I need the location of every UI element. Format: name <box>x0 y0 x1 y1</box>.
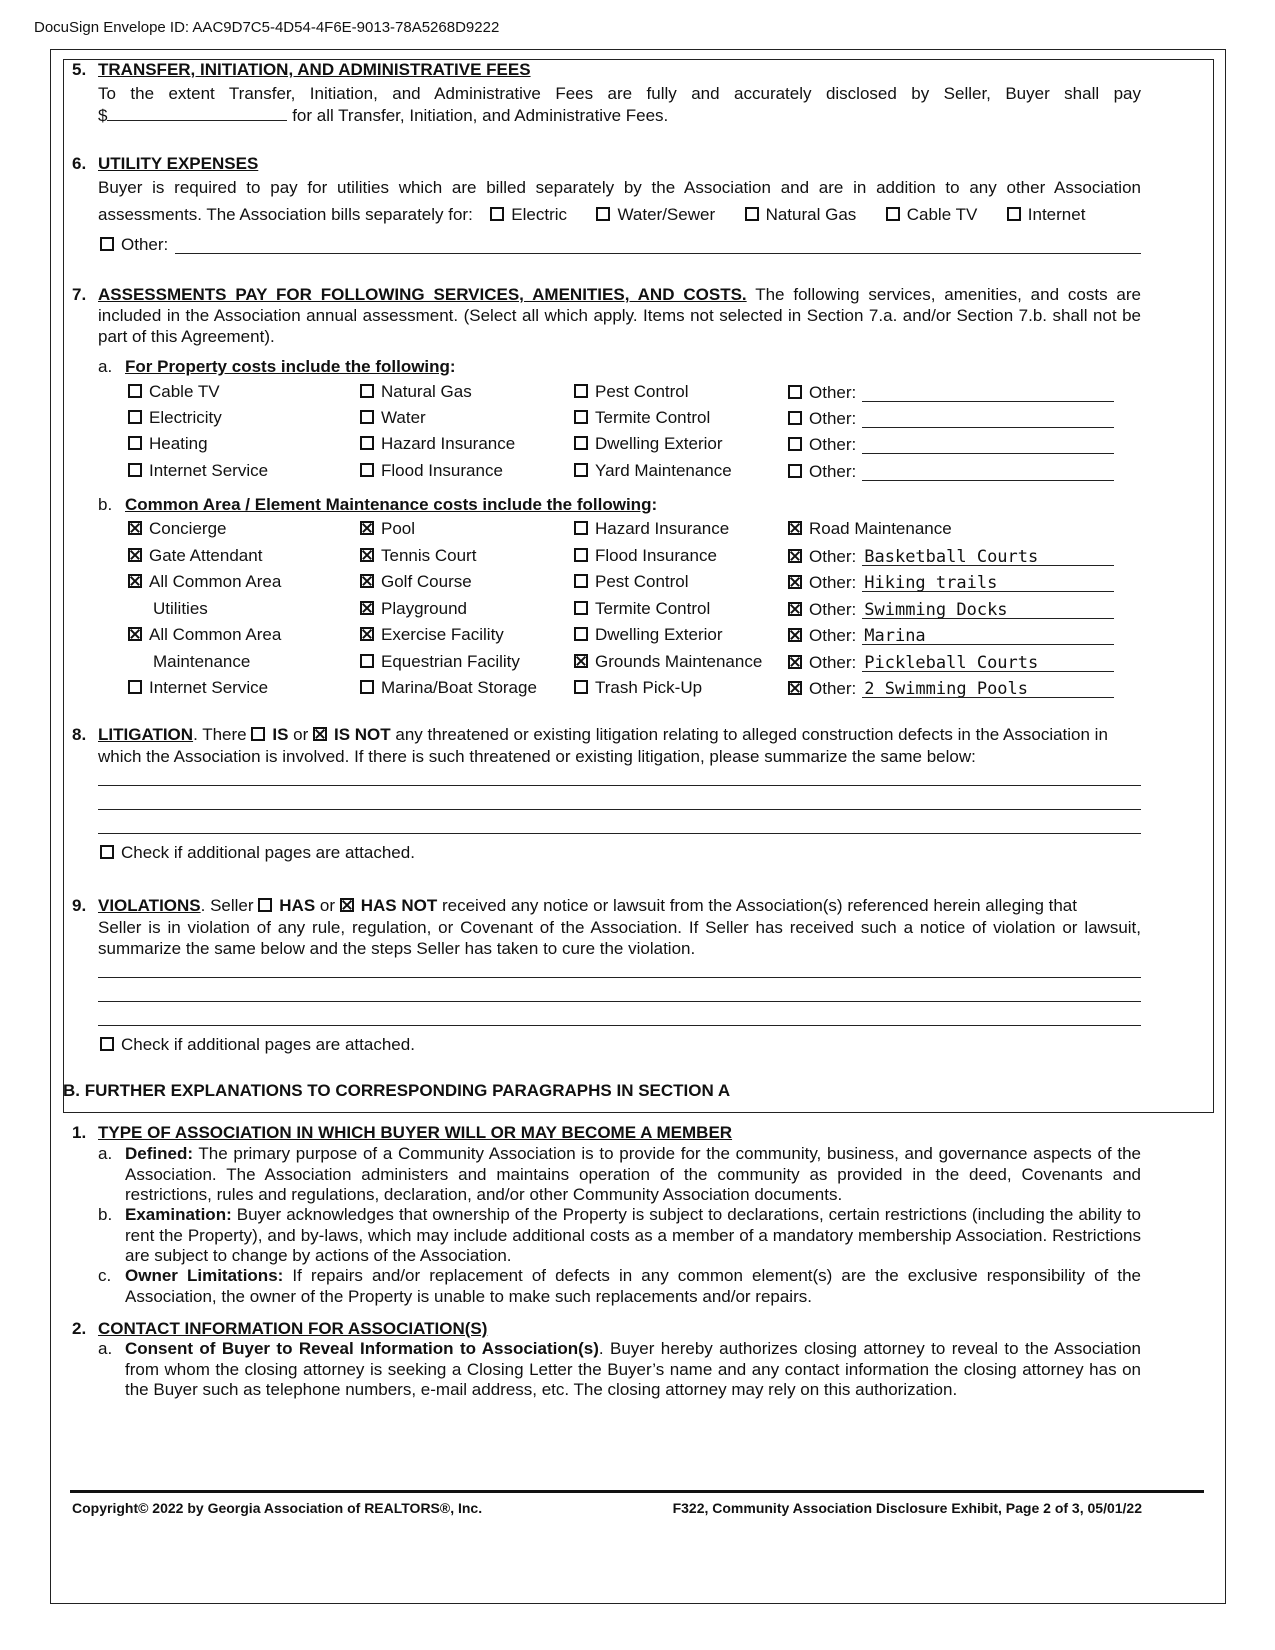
checkbox[interactable] <box>788 655 802 669</box>
checkbox-label: Exercise Facility <box>381 625 504 644</box>
checkbox[interactable] <box>360 548 374 562</box>
checkbox-label: Equestrian Facility <box>381 652 520 671</box>
footer-form-id: F322, Community Association Disclosure Exhibit, Page 2 of 3, 05/01/22 <box>672 1500 1142 1516</box>
checkbox[interactable] <box>360 384 374 398</box>
utility-option-internet[interactable] <box>1007 205 1086 224</box>
checkbox[interactable] <box>574 574 588 588</box>
litigation-is-label: IS <box>272 725 289 744</box>
common-cost-all-common-area[interactable] <box>128 572 281 592</box>
other-input[interactable] <box>862 546 1114 566</box>
litigation-summary-line[interactable] <box>98 833 1141 834</box>
violations-summary-line[interactable] <box>98 977 1141 978</box>
common-cost-concierge[interactable] <box>128 519 227 539</box>
checkbox[interactable] <box>574 654 588 668</box>
checkbox[interactable] <box>788 437 802 451</box>
checkbox[interactable] <box>574 680 588 694</box>
violations-additional-pages-checkbox[interactable] <box>100 1037 114 1051</box>
section-9-heading: VIOLATIONS <box>98 896 201 915</box>
other-input[interactable] <box>862 572 1114 592</box>
other-value: Pickleball Courts <box>864 653 1039 673</box>
section-5-heading: TRANSFER, INITIATION, AND ADMINISTRATIVE FEES <box>98 60 531 79</box>
section-8-line1: LITIGATION. There IS or IS NOT any threatened or existing litigation relating to alleged construction defects in the Association in <box>98 725 1108 744</box>
fee-amount-field[interactable] <box>107 120 287 121</box>
natural-gas-checkbox[interactable] <box>745 207 759 221</box>
section-8-heading: LITIGATION <box>98 725 194 744</box>
section-5-line2-tail: for all Transfer, Initiation, and Administrative Fees. <box>287 106 669 125</box>
checkbox-label: All Common Area <box>149 625 282 644</box>
prop-cost-flood-insurance[interactable] <box>360 461 503 481</box>
checkbox-label: Pest Control <box>595 382 689 401</box>
section-8-number: 8. <box>72 725 87 744</box>
footer-rule <box>70 1490 1204 1493</box>
prop-cost-dwelling-exterior[interactable] <box>574 434 723 454</box>
section-9-line1: VIOLATIONS. Seller HAS or HAS NOT received any notice or lawsuit from the Association(s) referenced herein alleging that <box>98 896 1077 915</box>
checkbox[interactable] <box>574 548 588 562</box>
litigation-is-not-checkbox[interactable] <box>313 727 327 741</box>
prop-cost-other-4[interactable] <box>788 461 1114 482</box>
common-cost-all-common-area[interactable] <box>128 625 281 645</box>
section-6-line2 <box>98 205 1085 225</box>
section-b2-heading: CONTACT INFORMATION FOR ASSOCIATION(S) <box>98 1319 488 1338</box>
other-input[interactable] <box>862 599 1114 619</box>
section-b2a-text: Consent of Buyer to Reveal Information to Association(s). Buyer hereby authorizes closing attorney to reveal to the Association from whom the closing attorney is seeking a Closing Letter the Buyer’s name and any contact information the closing attorney has on the Buyer such as telephone numbers, e-mail address, etc. The closing attorney may rely on this authorization. <box>125 1339 1141 1399</box>
other-value: Basketball Courts <box>864 547 1039 567</box>
other-input[interactable] <box>862 625 1114 645</box>
section-7a-heading: For Property costs include the following: <box>125 357 456 376</box>
prop-cost-heating[interactable] <box>128 434 208 454</box>
common-cost-pest-control[interactable] <box>574 572 689 592</box>
section-b1-heading: TYPE OF ASSOCIATION IN WHICH BUYER WILL OR MAY BECOME A MEMBER <box>98 1123 733 1142</box>
common-cost-flood-insurance[interactable] <box>574 546 717 566</box>
checkbox[interactable] <box>788 411 802 425</box>
other-value: Swimming Docks <box>864 600 1008 620</box>
section-8-line2: which the Association is involved. If there is such threatened or existing litigation, please summarize the same below: <box>98 747 976 766</box>
checkbox[interactable] <box>360 521 374 535</box>
common-cost-hazard-insurance[interactable] <box>574 519 729 539</box>
litigation-additional-pages-checkbox[interactable] <box>100 845 114 859</box>
footer-copyright: Copyright© 2022 by Georgia Association of REALTORS®, Inc. <box>72 1500 483 1516</box>
prop-cost-cable-tv[interactable] <box>128 382 220 402</box>
common-cost-label-continuation: Utilities <box>153 599 208 618</box>
checkbox[interactable] <box>360 436 374 450</box>
checkbox-label: Grounds Maintenance <box>595 652 763 671</box>
checkbox-label: Playground <box>381 599 468 618</box>
section-6-number: 6. <box>72 154 87 173</box>
checkbox-label: Pest Control <box>595 572 689 591</box>
checkbox-label: Other: <box>809 600 857 619</box>
utility-option-electric[interactable] <box>490 205 567 224</box>
checkbox-label: Other: <box>809 626 857 645</box>
checkbox[interactable] <box>788 628 802 642</box>
checkbox[interactable] <box>128 627 142 641</box>
checkbox-label: Other: <box>809 679 857 698</box>
prop-cost-yard-maintenance[interactable] <box>574 461 732 481</box>
common-cost-other-6[interactable] <box>788 678 1114 699</box>
other-input[interactable] <box>862 461 1114 481</box>
section-7-intro-rest: included in the Association annual assessment. (Select all which apply. Items not selected in Section 7.a. and/or Section 7.b. shall not be part of this Agreement). <box>98 306 1141 346</box>
prop-cost-natural-gas[interactable] <box>360 382 472 402</box>
section-9-number: 9. <box>72 896 87 915</box>
prop-cost-hazard-insurance[interactable] <box>360 434 515 454</box>
electric-checkbox[interactable] <box>490 207 504 221</box>
other-input[interactable] <box>862 382 1114 402</box>
electric-label: Electric <box>511 205 568 224</box>
checkbox-label: Concierge <box>149 519 227 538</box>
common-cost-gate-attendant[interactable] <box>128 546 262 566</box>
section-7b-heading: Common Area / Element Maintenance costs include the following: <box>125 495 658 514</box>
litigation-summary-line[interactable] <box>98 809 1141 810</box>
checkbox[interactable] <box>788 575 802 589</box>
cable-tv-checkbox[interactable] <box>886 207 900 221</box>
other-input[interactable] <box>862 408 1114 428</box>
prop-cost-internet-service[interactable] <box>128 461 268 481</box>
utility-other[interactable] <box>100 235 168 255</box>
checkbox[interactable] <box>788 521 802 535</box>
litigation-is-checkbox[interactable] <box>251 727 265 741</box>
checkbox[interactable] <box>360 574 374 588</box>
checkbox-label: Other: <box>809 409 857 428</box>
other-input[interactable] <box>862 434 1114 454</box>
common-cost-other-3[interactable] <box>788 599 1114 620</box>
checkbox-label: Other: <box>809 435 857 454</box>
checkbox-label: Other: <box>809 547 857 566</box>
checkbox[interactable] <box>574 384 588 398</box>
prop-cost-water[interactable] <box>360 408 426 428</box>
litigation-additional-pages[interactable] <box>100 843 415 863</box>
prop-cost-other-3[interactable] <box>788 434 1114 455</box>
section-5-number: 5. <box>72 60 87 79</box>
checkbox[interactable] <box>128 521 142 535</box>
checkbox[interactable] <box>574 601 588 615</box>
common-cost-equestrian-facility[interactable] <box>360 652 520 672</box>
section-b1b-text: Examination: Buyer acknowledges that ownership of the Property is subject to declarations, certain restrictions (including the ability to rent the Property), and by-laws, which may include additional costs as a member of a mandatory membership Association. Restrictions are subject to change by actions of the Association. <box>125 1205 1141 1265</box>
violations-has-not-label: HAS NOT <box>360 896 438 915</box>
utility-other-checkbox[interactable] <box>100 237 114 251</box>
section-b1a-text: Defined: The primary purpose of a Community Association is to provide for the community, business, and governance aspects of the Association. The Association administers and maintains operation of the community as provided in the deed, Covenants and restrictions, rules and regulations, declaration, and/or other Community Association documents. <box>125 1144 1141 1204</box>
common-cost-dwelling-exterior[interactable] <box>574 625 723 645</box>
checkbox-label: Yard Maintenance <box>595 461 732 480</box>
checkbox-label: Marina/Boat Storage <box>381 678 537 697</box>
common-cost-trash-pick-up[interactable] <box>574 678 702 698</box>
checkbox-label: Termite Control <box>595 408 711 427</box>
section-b2-number: 2. <box>72 1319 87 1338</box>
litigation-summary-line[interactable] <box>98 785 1141 786</box>
checkbox[interactable] <box>574 521 588 535</box>
checkbox-label: Pool <box>381 519 416 538</box>
checkbox[interactable] <box>128 574 142 588</box>
section-7-intro-line1: ASSESSMENTS PAY FOR FOLLOWING SERVICES, AMENITIES, AND COSTS. The following services, amenities, and costs are <box>98 285 1141 304</box>
violations-has-label: HAS <box>279 896 316 915</box>
checkbox-label: Dwelling Exterior <box>595 625 723 644</box>
internet-checkbox[interactable] <box>1007 207 1021 221</box>
common-cost-termite-control[interactable] <box>574 599 710 619</box>
violations-summary-line[interactable] <box>98 1001 1141 1002</box>
checkbox-label: Hazard Insurance <box>595 519 730 538</box>
utility-option-water-sewer[interactable] <box>596 205 715 224</box>
checkbox-label: Tennis Court <box>381 546 477 565</box>
common-cost-playground[interactable] <box>360 599 467 619</box>
checkbox-label: Flood Insurance <box>595 546 717 565</box>
checkbox[interactable] <box>128 436 142 450</box>
other-input[interactable] <box>862 652 1114 672</box>
checkbox[interactable] <box>360 654 374 668</box>
other-input[interactable] <box>862 678 1114 698</box>
utility-other-label: Other: <box>121 235 169 254</box>
section-6-line2-lead: assessments. The Association bills separately for: <box>98 205 473 224</box>
checkbox[interactable] <box>128 548 142 562</box>
checkbox-label: Water <box>381 408 426 427</box>
checkbox[interactable] <box>360 627 374 641</box>
section-b1a-label: a. <box>98 1144 113 1163</box>
checkbox-label: Hazard Insurance <box>381 434 516 453</box>
checkbox-label: Internet Service <box>149 678 269 697</box>
checkbox-label: Dwelling Exterior <box>595 434 723 453</box>
common-cost-grounds-maintenance[interactable] <box>574 652 762 672</box>
checkbox[interactable] <box>360 463 374 477</box>
checkbox-label: Gate Attendant <box>149 546 263 565</box>
checkbox[interactable] <box>360 410 374 424</box>
docusign-envelope-id: DocuSign Envelope ID: AAC9D7C5-4D54-4F6E-9013-78A5268D9222 <box>34 19 500 36</box>
prop-cost-electricity[interactable] <box>128 408 222 428</box>
dollar-sign: $ <box>98 106 108 125</box>
prop-cost-pest-control[interactable] <box>574 382 689 402</box>
checkbox[interactable] <box>360 601 374 615</box>
checkbox-label: Termite Control <box>595 599 711 618</box>
checkbox-label: Golf Course <box>381 572 472 591</box>
internet-label: Internet <box>1027 205 1086 224</box>
checkbox[interactable] <box>128 384 142 398</box>
utility-option-cable-tv[interactable] <box>886 205 978 224</box>
section-5-line1: To the extent Transfer, Initiation, and Administrative Fees are fully and accurately disclosed by Seller, Buyer shall pay <box>98 84 1141 103</box>
prop-cost-other-1[interactable] <box>788 382 1114 403</box>
checkbox-label: Heating <box>149 434 208 453</box>
water-sewer-label: Water/Sewer <box>617 205 716 224</box>
section-b1c-label: c. <box>98 1266 112 1285</box>
prop-cost-termite-control[interactable] <box>574 408 710 428</box>
checkbox-label: Natural Gas <box>381 382 472 401</box>
checkbox-label: Cable TV <box>149 382 220 401</box>
violations-summary-line[interactable] <box>98 1025 1141 1026</box>
checkbox-label: Other: <box>809 653 857 672</box>
section-7-number: 7. <box>72 285 87 304</box>
common-cost-other-2[interactable] <box>788 572 1114 593</box>
checkbox-label: Internet Service <box>149 461 269 480</box>
checkbox-label: Road Maintenance <box>809 519 952 538</box>
checkbox-label: Other: <box>809 462 857 481</box>
checkbox[interactable] <box>788 602 802 616</box>
common-cost-other-5[interactable] <box>788 652 1114 673</box>
section-6-heading: UTILITY EXPENSES <box>98 154 259 173</box>
section-9-rest: Seller is in violation of any rule, regulation, or Covenant of the Association. If Seller has received such a notice of violation or lawsuit, summarize the same below and the steps Seller has taken to cure the violation. <box>98 918 1141 958</box>
checkbox[interactable] <box>788 549 802 563</box>
checkbox-label: Flood Insurance <box>381 461 503 480</box>
checkbox[interactable] <box>574 627 588 641</box>
common-cost-tennis-court[interactable] <box>360 546 476 566</box>
section-6-line1: Buyer is required to pay for utilities which are billed separately by the Association and are in addition to any other Association <box>98 178 1141 197</box>
violations-additional-pages[interactable] <box>100 1035 415 1055</box>
section-b1b-label: b. <box>98 1205 113 1224</box>
section-b2a-label: a. <box>98 1339 113 1358</box>
litigation-is-not-label: IS NOT <box>333 725 391 744</box>
other-value: Hiking trails <box>864 573 998 593</box>
utility-other-line[interactable] <box>175 253 1141 254</box>
checkbox-label: Other: <box>809 383 857 402</box>
checkbox-label: Electricity <box>149 408 222 427</box>
section-7a-label: a. <box>98 357 113 376</box>
section-5-line2 <box>98 106 668 126</box>
checkbox[interactable] <box>360 680 374 694</box>
checkbox-label: All Common Area <box>149 572 282 591</box>
section-b1c-text: Owner Limitations: If repairs and/or replacement of defects in any common element(s) are the exclusive responsibility of the Association, the owner of the Property is unable to make such replacements and/or repairs. <box>125 1266 1141 1306</box>
checkbox[interactable] <box>128 463 142 477</box>
checkbox[interactable] <box>574 463 588 477</box>
common-cost-label-continuation: Maintenance <box>153 652 251 671</box>
litigation-additional-pages-label: Check if additional pages are attached. <box>121 843 415 862</box>
section-b1-number: 1. <box>72 1123 87 1142</box>
cable-tv-label: Cable TV <box>906 205 978 224</box>
section-7-heading: ASSESSMENTS PAY FOR FOLLOWING SERVICES, AMENITIES, AND COSTS. <box>98 285 747 304</box>
checkbox-label: Other: <box>809 573 857 592</box>
common-cost-pool[interactable] <box>360 519 415 539</box>
checkbox[interactable] <box>788 681 802 695</box>
other-value: Marina <box>864 626 926 646</box>
common-cost-other-1[interactable] <box>788 546 1114 567</box>
common-cost-internet-service[interactable] <box>128 678 268 698</box>
other-value: 2 Swimming Pools <box>864 679 1029 699</box>
prop-cost-other-2[interactable] <box>788 408 1114 429</box>
utility-option-natural-gas[interactable] <box>745 205 857 224</box>
common-cost-marina-boat-storage[interactable] <box>360 678 537 698</box>
water-sewer-checkbox[interactable] <box>596 207 610 221</box>
natural-gas-label: Natural Gas <box>765 205 857 224</box>
common-cost-road-maintenance[interactable] <box>788 519 952 539</box>
common-cost-exercise-facility[interactable] <box>360 625 504 645</box>
violations-has-not-checkbox[interactable] <box>340 898 354 912</box>
section-b-title: B. FURTHER EXPLANATIONS TO CORRESPONDING PARAGRAPHS IN SECTION A <box>63 1081 731 1100</box>
checkbox[interactable] <box>128 680 142 694</box>
checkbox[interactable] <box>128 410 142 424</box>
violations-additional-pages-label: Check if additional pages are attached. <box>121 1035 415 1054</box>
section-7b-label: b. <box>98 495 113 514</box>
common-cost-other-4[interactable] <box>788 625 1114 646</box>
checkbox-label: Trash Pick-Up <box>595 678 703 697</box>
common-cost-golf-course[interactable] <box>360 572 472 592</box>
checkbox[interactable] <box>574 436 588 450</box>
checkbox[interactable] <box>574 410 588 424</box>
checkbox[interactable] <box>788 464 802 478</box>
violations-has-checkbox[interactable] <box>258 898 272 912</box>
checkbox[interactable] <box>788 385 802 399</box>
